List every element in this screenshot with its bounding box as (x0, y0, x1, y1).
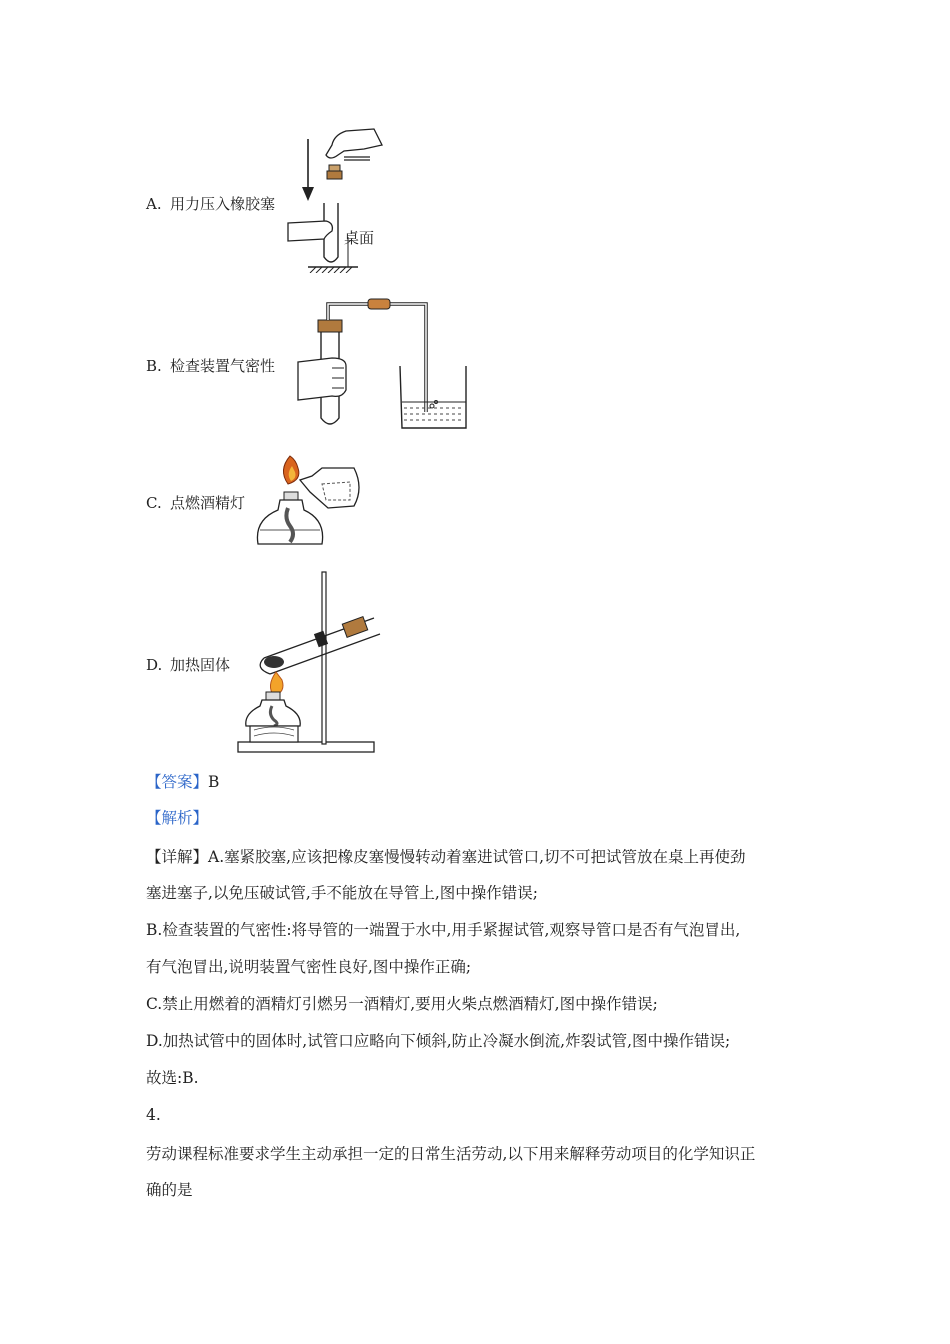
option-text: 检查装置气密性 (170, 357, 276, 375)
answer-value: B (208, 773, 220, 791)
figure-airtightness-check (288, 292, 468, 430)
question-line-2: 确的是 (146, 1181, 193, 1199)
option-d[interactable] (146, 654, 230, 675)
explanation-a2: 塞进塞子,以免压破试管,手不能放在导管上,图中操作错误; (146, 884, 539, 902)
option-letter: A. (146, 195, 162, 213)
explanation-b2: 有气泡冒出,说明装置气密性良好,图中操作正确; (146, 958, 472, 976)
explanation-b1: B.检查装置的气密性:将导管的一端置于水中,用手紧握试管,观察导管口是否有气泡冒出, (146, 921, 741, 939)
detail-tag: 【详解】 (146, 848, 209, 866)
explanation-choice: 故选:B. (146, 1069, 199, 1087)
option-c[interactable] (146, 492, 245, 513)
answer-line (146, 772, 219, 792)
question-line-1: 劳动课程标准要求学生主动承担一定的日常生活劳动,以下用来解释劳动项目的化学知识正 (146, 1145, 756, 1163)
option-text: 加热固体 (170, 656, 231, 674)
question-number: 4. (146, 1106, 161, 1124)
figure-light-lamp (250, 448, 368, 554)
option-text: 用力压入橡胶塞 (170, 195, 276, 213)
explanation-c: C.禁止用燃着的酒精灯引燃另一酒精灯,要用火柴点燃酒精灯,图中操作错误; (146, 995, 658, 1013)
explanation-line (146, 847, 746, 867)
option-letter: D. (146, 656, 163, 674)
analysis-tag: 【解析】 (146, 809, 209, 827)
option-letter: B. (146, 357, 162, 375)
table-label: 桌面 (344, 229, 375, 247)
option-letter: C. (146, 494, 162, 512)
option-a[interactable] (146, 193, 275, 214)
option-text: 点燃酒精灯 (170, 494, 246, 512)
figure-press-stopper (286, 125, 396, 273)
answer-tag: 【答案】 (146, 773, 209, 791)
explanation-a1: A.塞紧胶塞,应该把橡皮塞慢慢转动着塞进试管口,切不可把试管放在桌上再使劲 (208, 848, 746, 866)
explanation-d: D.加热试管中的固体时,试管口应略向下倾斜,防止冷凝水倒流,炸裂试管,图中操作错误; (146, 1032, 731, 1050)
figure-heat-solid (236, 568, 382, 754)
option-b[interactable] (146, 355, 275, 376)
